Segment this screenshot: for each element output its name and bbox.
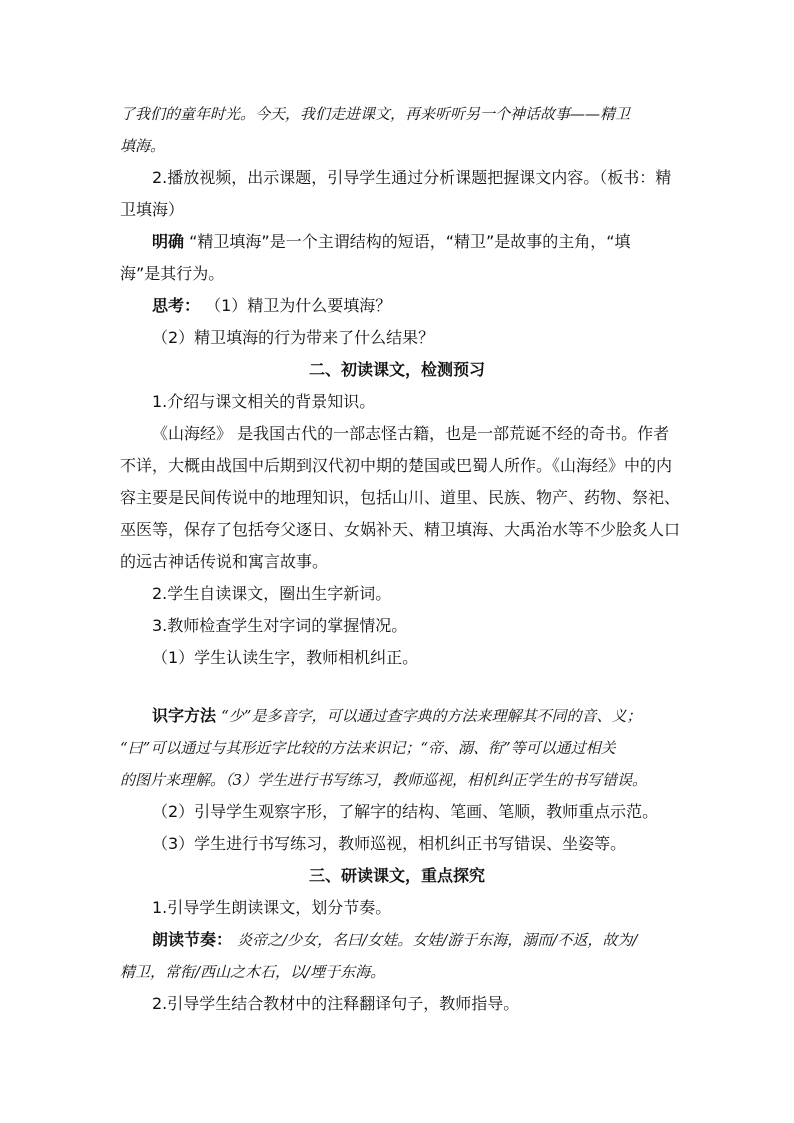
paragraph-line: 3.教师检查学生对字词的掌握情况。 <box>152 616 408 635</box>
paragraph-line: 巫医等，保存了包括夸父逐日、女娲补天、精卫填海、大禹治水等不少脍炙人口 <box>120 520 681 539</box>
paragraph-line: 填海。 <box>120 137 166 155</box>
paragraph-line: 的远古神话传说和寓言故事。 <box>120 552 329 571</box>
paragraph-line: 《山海经》 是我国古代的一部志怪古籍，也是一部荒诞不经的奇书。作者 <box>152 424 670 443</box>
paragraph-line: 的图片来理解。（3）学生进行书写练习，教师巡视，相机纠正学生的书写错误。 <box>120 771 648 789</box>
inline-text: （1）精卫为什么要填海？ <box>205 296 392 315</box>
paragraph-line: 精卫，常衔/西山之木石，以/堙于东海。 <box>120 963 386 981</box>
section-heading: 三、研读课文，重点探究 <box>308 866 485 885</box>
paragraph-line: （3）学生进行书写练习，教师巡视，相机纠正书写错误、坐姿等。 <box>152 834 627 853</box>
inline-label: 明确 <box>152 232 185 251</box>
paragraph-line: 不详，大概由战国中后期到汉代初中期的楚国或巴蜀人所作。《山海经》中的内 <box>120 456 673 475</box>
paragraph-line: “曰”可以通过与其形近字比较的方法来识记；“帝、溺、衔”等可以通过相关 <box>120 739 616 757</box>
inline-label: 朗读节奏： <box>152 930 233 949</box>
paragraph-line: 容主要是民间传说中的地理知识，包括山川、道里、民族、物产、药物、祭祀、 <box>120 488 681 507</box>
paragraph-line <box>152 232 631 252</box>
paragraph-line: 2.播放视频，出示课题，引导学生通过分析课题把握课文内容。（板书：精 <box>152 168 672 187</box>
paragraph-line: （2）引导学生观察字形，了解字的结构、笔画、笔顺，教师重点示范。 <box>152 802 659 821</box>
paragraph-line <box>152 930 637 950</box>
section-heading: 二、初读课文，检测预习 <box>308 360 485 379</box>
paragraph-line: 了我们的童年时光。今天，我们走进课文，再来听听另一个神话故事——精卫 <box>120 105 631 123</box>
inline-text: “少”是多音字，可以通过查字典的方法来理解其不同的音、义； <box>221 707 642 725</box>
blank-gap <box>120 664 674 682</box>
paragraph-line: 1.引导学生朗读课文，划分节奏。 <box>152 898 392 917</box>
paragraph-line: （1）学生认读生字，教师相机纠正。 <box>152 648 419 667</box>
paragraph-line: 2.学生自读课文，圈出生字新词。 <box>152 584 392 603</box>
inline-text: “精卫填海”是一个主谓结构的短语，“精卫”是故事的主角，“填 <box>189 232 631 251</box>
inline-text: 炎帝之/少女，名曰/女娃。女娃/游于东海，溺而/不返，故为/ <box>237 931 638 949</box>
paragraph-line: 1.介绍与课文相关的背景知识。 <box>152 392 376 411</box>
paragraph-line: 海”是其行为。 <box>120 264 225 283</box>
inline-label: 识字方法 <box>152 706 217 725</box>
paragraph-line <box>152 296 391 316</box>
inline-label: 思考： <box>152 296 201 315</box>
paragraph-line: 卫填海） <box>120 200 185 219</box>
paragraph-line <box>152 706 641 726</box>
paragraph-line: （2）精卫填海的行为带来了什么结果？ <box>152 328 435 347</box>
paragraph-line: 2.引导学生结合教材中的注释翻译句子，教师指导。 <box>152 994 520 1013</box>
